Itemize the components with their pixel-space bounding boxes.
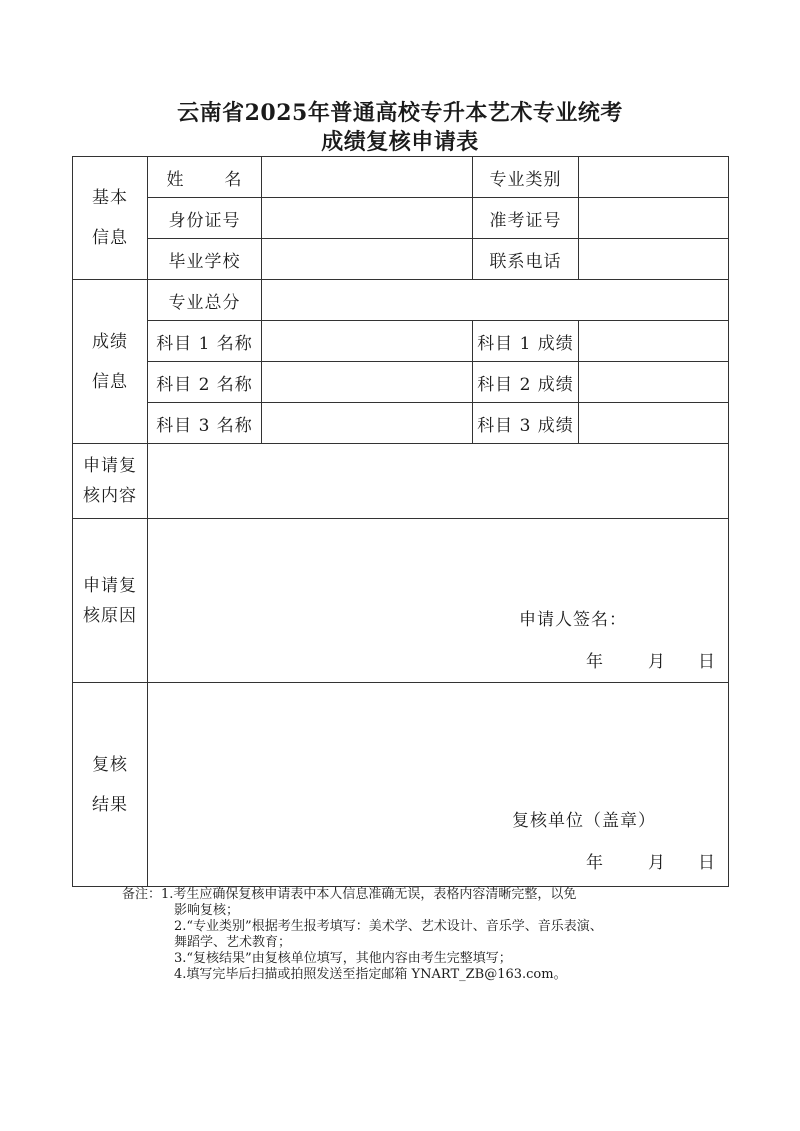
applicant-signature-label: 申请人签名： xyxy=(519,610,627,630)
page-title-line1: 云南省2025年普通高校专升本艺术专业统考 xyxy=(177,100,623,126)
major-category-field[interactable] xyxy=(579,157,729,198)
review-reason-label: 申请复 核原因 xyxy=(73,519,148,683)
application-form-table xyxy=(72,156,729,887)
subject2-score-field[interactable] xyxy=(579,362,729,403)
name-field[interactable] xyxy=(262,157,473,198)
basic-info-section-label: 基本 信息 xyxy=(73,157,148,280)
total-score-label: 专业总分 xyxy=(148,280,262,321)
name-label: 姓 名 xyxy=(148,157,262,198)
phone-label: 联系电话 xyxy=(473,239,579,280)
review-result-field[interactable] xyxy=(148,683,729,887)
major-category-label: 专业类别 xyxy=(473,157,579,198)
result-date: 年 月 日 xyxy=(586,853,716,873)
id-number-label: 身份证号 xyxy=(148,198,262,239)
page-title-line2: 成绩复核申请表 xyxy=(321,129,479,155)
subject2-name-label: 科目 2 名称 xyxy=(148,362,262,403)
note-1-cont: 影响复核； xyxy=(174,903,240,918)
phone-field[interactable] xyxy=(579,239,729,280)
subject1-score-field[interactable] xyxy=(579,321,729,362)
review-content-label: 申请复 核内容 xyxy=(73,444,148,519)
school-label: 毕业学校 xyxy=(148,239,262,280)
note-2: 2.“专业类别”根据考生报考填写：美术学、艺术设计、音乐学、音乐表演、 xyxy=(174,919,603,934)
subject1-name-field[interactable] xyxy=(262,321,473,362)
id-number-field[interactable] xyxy=(262,198,473,239)
review-unit-stamp-label: 复核单位（盖章） xyxy=(512,811,656,831)
exam-number-field[interactable] xyxy=(579,198,729,239)
exam-number-label: 准考证号 xyxy=(473,198,579,239)
note-4: 4.填写完毕后扫描或拍照发送至指定邮箱 YNART_ZB@163.com。 xyxy=(174,967,567,982)
review-result-label: 复核 结果 xyxy=(73,683,148,887)
review-reason-field[interactable] xyxy=(148,519,729,683)
subject3-name-field[interactable] xyxy=(262,403,473,444)
note-3: 3.“复核结果”由复核单位填写，其他内容由考生完整填写； xyxy=(174,951,512,966)
note-2-cont: 舞蹈学、艺术教育； xyxy=(174,935,292,950)
school-field[interactable] xyxy=(262,239,473,280)
subject2-score-label: 科目 2 成绩 xyxy=(473,362,579,403)
subject1-name-label: 科目 1 名称 xyxy=(148,321,262,362)
subject3-score-label: 科目 3 成绩 xyxy=(473,403,579,444)
total-score-field[interactable] xyxy=(262,280,729,321)
subject1-score-label: 科目 1 成绩 xyxy=(473,321,579,362)
subject3-name-label: 科目 3 名称 xyxy=(148,403,262,444)
score-info-section-label: 成绩 信息 xyxy=(73,280,148,444)
subject3-score-field[interactable] xyxy=(579,403,729,444)
notes xyxy=(122,887,722,983)
review-content-field[interactable] xyxy=(148,444,729,519)
reason-date: 年 月 日 xyxy=(586,652,716,672)
subject2-name-field[interactable] xyxy=(262,362,473,403)
note-1: 备注：1.考生应确保复核申请表中本人信息准确无误，表格内容清晰完整，以免 xyxy=(122,887,577,902)
